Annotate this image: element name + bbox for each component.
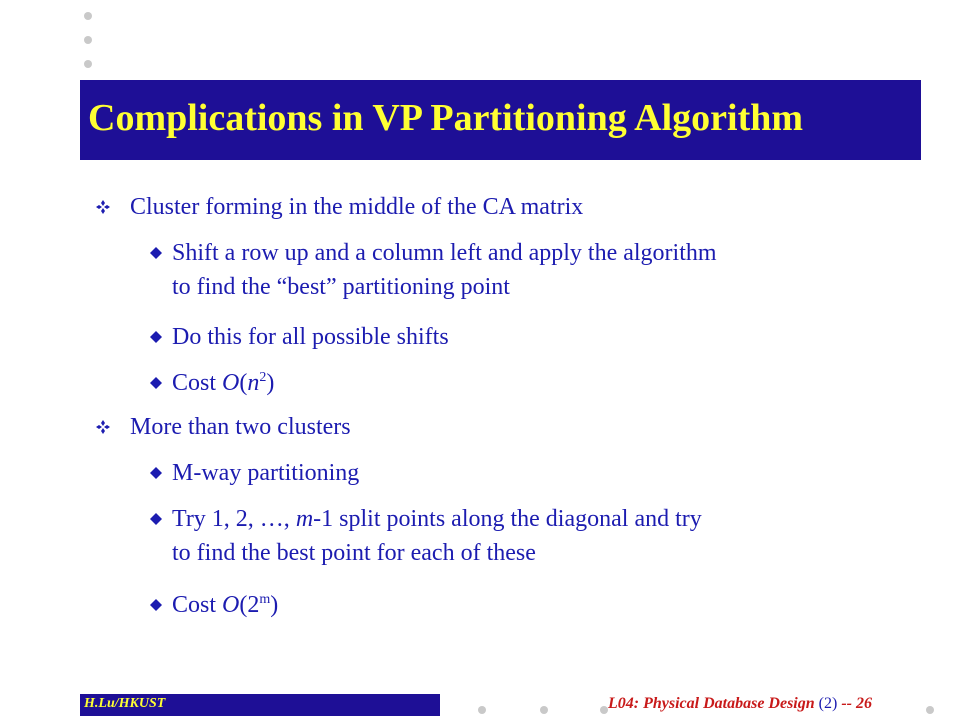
bullet-text: Do this for all possible shifts — [172, 324, 449, 350]
diamond-icon — [150, 331, 162, 343]
bullet-level2 — [172, 320, 449, 354]
diamond-icon — [150, 247, 162, 259]
bullet-text: ) — [270, 592, 279, 618]
bullet-text: ( — [239, 370, 248, 396]
footer-course-part: (2) — [814, 695, 842, 712]
superscript: 2 — [259, 370, 267, 385]
footer-course — [608, 695, 872, 713]
bullet-text: Cost — [172, 370, 223, 396]
footer-page-number: -- 26 — [841, 695, 872, 712]
bullet-level1 — [130, 190, 583, 224]
bullet-text: M-way partitioning — [172, 460, 360, 486]
footer-author: H.Lu/HKUST — [84, 696, 166, 711]
bullet-text-line: Shift a row up and a column left and apply the algorithm — [172, 240, 717, 266]
bullet-text: O — [222, 592, 240, 618]
diamond-icon — [150, 377, 162, 389]
bullet-text: m — [295, 506, 314, 532]
bullet-text-line: to find the best point for each of these — [172, 540, 536, 566]
bullet-text-line: to find the “best” partitioning point — [172, 274, 510, 300]
four-diamond-icon — [96, 200, 110, 214]
bullet-text: Cluster forming in the middle of the CA matrix — [130, 194, 584, 220]
bullet-text: More than two clusters — [130, 414, 351, 440]
bullet-text: (2 — [239, 592, 260, 618]
bullet-level2 — [172, 502, 702, 570]
bullet-text: -1 split points along the diagonal and try — [313, 506, 702, 532]
bullet-text: Cost — [172, 592, 223, 618]
footer-course-title: L04: Physical Database Design — [608, 695, 815, 712]
bullet-level2 — [172, 456, 359, 490]
bullet-text-line — [172, 502, 702, 536]
diamond-icon — [150, 513, 162, 525]
bullet-level2 — [172, 366, 274, 400]
four-diamond-icon — [96, 420, 110, 434]
bullet-level1 — [130, 410, 351, 444]
bullet-text: Try 1, 2, …, — [172, 506, 296, 532]
bullet-level2 — [172, 236, 717, 304]
bullet-text: O — [222, 370, 240, 396]
diamond-icon — [150, 467, 162, 479]
superscript: m — [259, 592, 271, 607]
slide-title: Complications in VP Partitioning Algorithm — [88, 97, 804, 139]
bullet-text: ) — [266, 370, 275, 396]
bullet-level2 — [172, 588, 278, 622]
diamond-icon — [150, 599, 162, 611]
bullet-text: n — [247, 370, 260, 396]
